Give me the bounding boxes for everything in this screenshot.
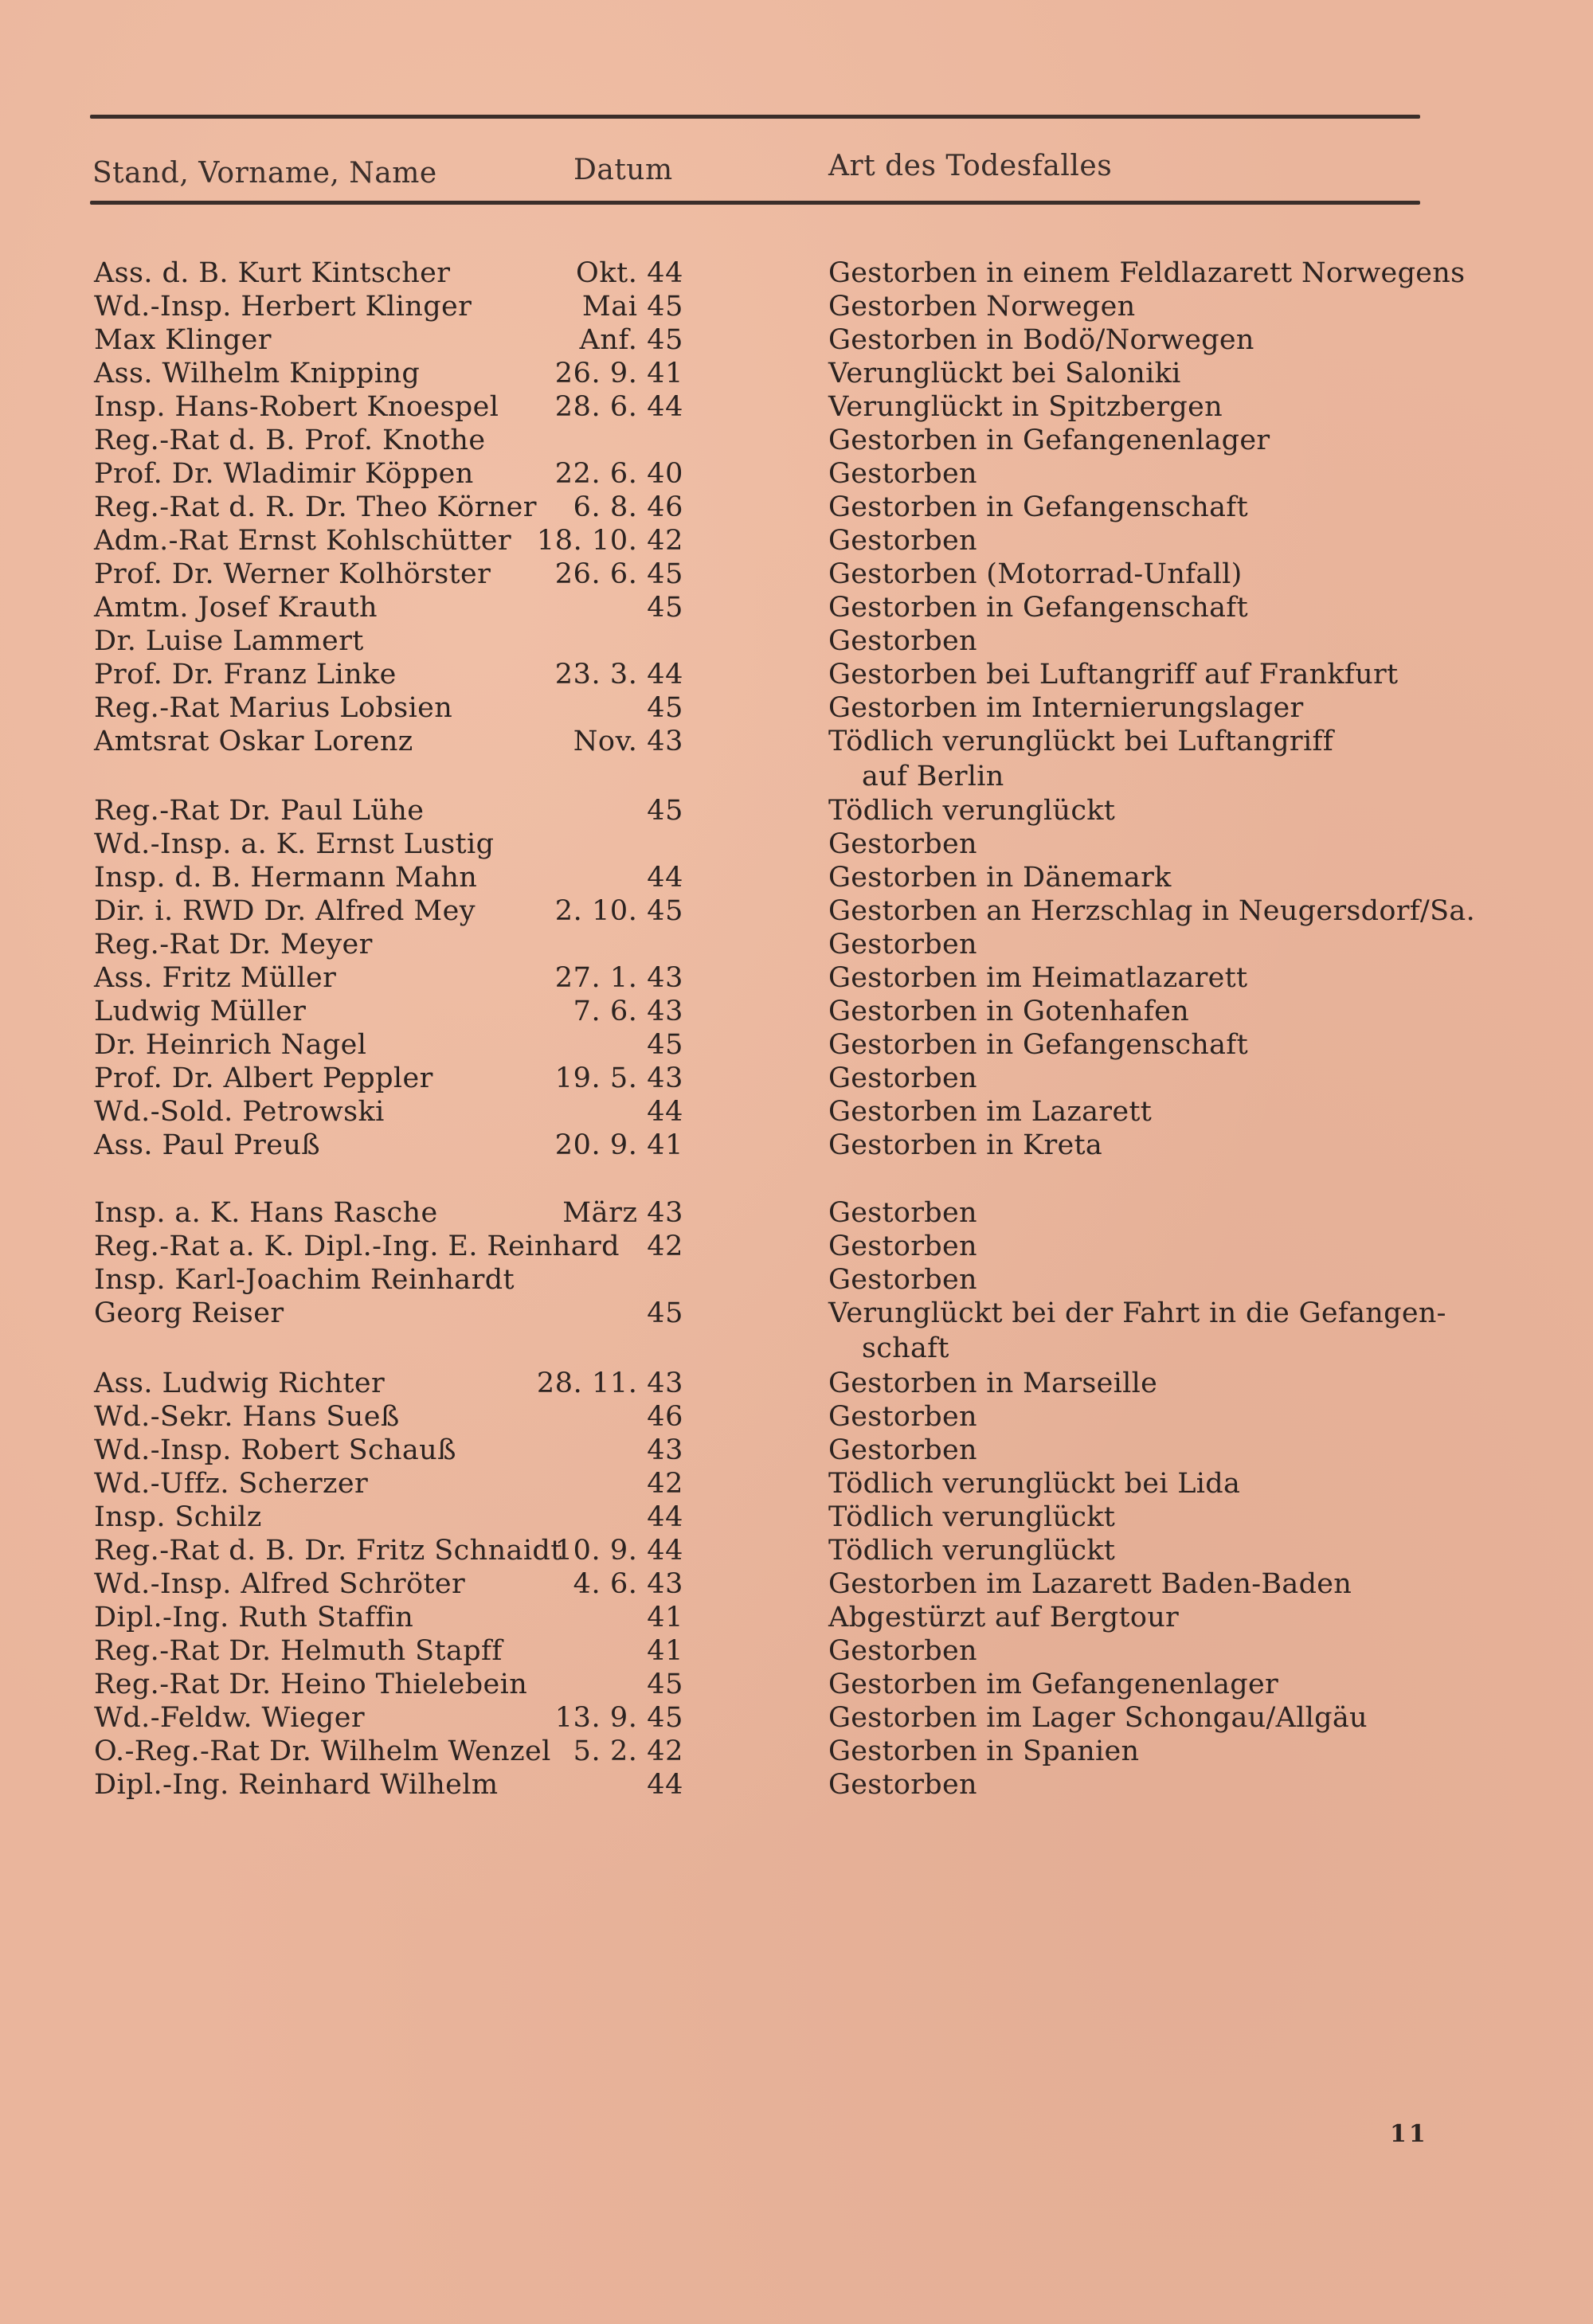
entry-name: Reg.-Rat Dr. Heino Thielebein	[94, 1669, 528, 1700]
entry-date: 46	[647, 1401, 683, 1433]
entry-name: Prof. Dr. Albert Peppler	[94, 1062, 433, 1094]
entry-date: 44	[647, 862, 683, 894]
entry-cause: Gestorben in Gefangenschaft	[828, 1029, 1248, 1061]
entry-date: März 43	[562, 1197, 683, 1229]
table-row	[0, 1567, 1593, 1601]
entry-name: Amtsrat Oskar Lorenz	[94, 726, 413, 757]
entry-name: Dr. Luise Lammert	[94, 625, 364, 657]
entry-date: 22. 6. 40	[554, 458, 683, 490]
entry-cause: Tödlich verunglückt	[828, 1535, 1116, 1567]
entry-name: Adm.-Rat Ernst Kohlschütter	[94, 525, 512, 557]
entry-date: 44	[647, 1501, 683, 1533]
entry-date: 45	[647, 592, 683, 624]
entry-cause: Gestorben im Lazarett	[828, 1096, 1153, 1128]
entry-name: Wd.-Sold. Petrowski	[94, 1096, 385, 1128]
entry-cause: Gestorben	[828, 1062, 977, 1094]
entry-name: Dr. Heinrich Nagel	[94, 1029, 367, 1061]
entry-name: Ass. Fritz Müller	[94, 962, 337, 994]
entry-date: Anf. 45	[579, 324, 683, 356]
entry-cause: Gestorben bei Luftangriff auf Frankfurt	[828, 659, 1399, 691]
entry-date: 45	[647, 1297, 683, 1329]
entry-name: Georg Reiser	[94, 1297, 284, 1329]
entry-date: 41	[647, 1602, 683, 1633]
table-row	[0, 1735, 1593, 1768]
table-row	[0, 491, 1593, 524]
entry-name: Wd.-Insp. Herbert Klinger	[94, 291, 472, 323]
entry-cause: Gestorben	[828, 929, 977, 961]
entry-date: 4. 6. 43	[573, 1568, 683, 1600]
entry-cause: Gestorben Norwegen	[828, 291, 1136, 323]
table-row	[0, 424, 1593, 457]
entry-date: 42	[647, 1468, 683, 1500]
header-name-column: Stand, Vorname, Name	[92, 157, 437, 190]
table-row	[0, 290, 1593, 323]
table-row	[0, 827, 1593, 861]
entry-name: Reg.-Rat a. K. Dipl.-Ing. E. Reinhard	[94, 1230, 620, 1262]
entry-cause: Verunglückt bei Saloniki	[828, 358, 1181, 389]
entry-name: Insp. Schilz	[94, 1501, 262, 1533]
entry-cause: Gestorben	[828, 1197, 977, 1229]
entry-date: Nov. 43	[573, 726, 683, 757]
entry-date: Mai 45	[581, 291, 683, 323]
entry-cause: Gestorben in einem Feldlazarett Norwegens	[828, 257, 1466, 289]
entry-name: Wd.-Sekr. Hans Sueß	[94, 1401, 400, 1433]
entry-date: 45	[647, 1029, 683, 1061]
entry-name: Ass. Ludwig Richter	[94, 1367, 386, 1399]
entry-date: 13. 9. 45	[554, 1702, 683, 1734]
table-row	[0, 1367, 1593, 1400]
entry-date: 23. 3. 44	[554, 659, 683, 691]
entry-name: Dipl.-Ing. Ruth Staffin	[94, 1602, 414, 1633]
entry-cause: Gestorben in Gefangenschaft	[828, 592, 1248, 624]
entry-name: Reg.-Rat d. B. Prof. Knothe	[94, 425, 486, 456]
entry-date: 28. 6. 44	[554, 391, 683, 423]
table-row	[0, 725, 1593, 792]
entry-date: 2. 10. 45	[554, 895, 683, 927]
entry-date: 5. 2. 42	[573, 1735, 683, 1767]
table-row	[0, 1434, 1593, 1467]
table-row	[0, 357, 1593, 390]
entry-name: Reg.-Rat d. R. Dr. Theo Körner	[94, 491, 537, 523]
entry-cause: Gestorben	[828, 625, 977, 657]
entry-cause: Gestorben	[828, 828, 977, 860]
entry-cause: Tödlich verunglückt bei Lida	[828, 1468, 1241, 1500]
table-row	[0, 624, 1593, 658]
entry-cause: Gestorben in Gefangenschaft	[828, 491, 1248, 523]
entry-name: Max Klinger	[94, 324, 272, 356]
entry-cause: Gestorben (Motorrad-Unfall)	[828, 558, 1243, 590]
entry-name: Amtm. Josef Krauth	[94, 592, 378, 624]
table-row	[0, 995, 1593, 1028]
table-row	[0, 961, 1593, 995]
table-row	[0, 1400, 1593, 1434]
table-row	[0, 558, 1593, 591]
entry-cause: Gestorben im Gefangenenlager	[828, 1669, 1279, 1700]
entry-name: Prof. Dr. Werner Kolhörster	[94, 558, 491, 590]
table-row	[0, 1701, 1593, 1735]
entry-date: 18. 10. 42	[536, 525, 683, 557]
entry-name: O.-Reg.-Rat Dr. Wilhelm Wenzel	[94, 1735, 551, 1767]
entry-cause: Gestorben im Lager Schongau/Allgäu	[828, 1702, 1368, 1734]
entry-date: 6. 8. 46	[573, 491, 683, 523]
entry-cause-continuation: schaft	[862, 1332, 949, 1364]
entry-cause: Tödlich verunglückt bei Luftangriff	[828, 726, 1333, 757]
table-row	[0, 1768, 1593, 1802]
entry-date: 26. 6. 45	[554, 558, 683, 590]
table-row	[0, 1668, 1593, 1701]
entry-name: Ludwig Müller	[94, 996, 307, 1027]
entry-name: Reg.-Rat Dr. Helmuth Stapff	[94, 1635, 503, 1667]
entry-cause: Gestorben	[828, 1230, 977, 1262]
table-row	[0, 1263, 1593, 1297]
entry-cause: Gestorben im Internierungslager	[828, 692, 1304, 724]
table-row	[0, 861, 1593, 894]
entry-date: 41	[647, 1635, 683, 1667]
entry-cause: Gestorben	[828, 1434, 977, 1466]
entry-name: Insp. Hans-Robert Knoespel	[94, 391, 499, 423]
table-row	[0, 591, 1593, 624]
entry-name: Dipl.-Ing. Reinhard Wilhelm	[94, 1769, 499, 1801]
entry-cause: Gestorben in Gotenhafen	[828, 996, 1190, 1027]
table-row	[0, 1129, 1593, 1162]
entry-name: Ass. Paul Preuß	[94, 1129, 321, 1161]
entry-name: Ass. Wilhelm Knipping	[94, 358, 421, 389]
entry-cause: Gestorben in Marseille	[828, 1367, 1158, 1399]
entry-cause: Gestorben in Bodö/Norwegen	[828, 324, 1254, 356]
entry-date: 44	[647, 1096, 683, 1128]
entry-name: Reg.-Rat Marius Lobsien	[94, 692, 453, 724]
entry-cause: Gestorben im Heimatlazarett	[828, 962, 1248, 994]
entry-cause-continuation: auf Berlin	[862, 761, 1004, 792]
entry-cause: Gestorben	[828, 1401, 977, 1433]
entry-date: 20. 9. 41	[554, 1129, 683, 1161]
entry-cause: Gestorben	[828, 525, 977, 557]
entry-date: 45	[647, 795, 683, 827]
entry-name: Ass. d. B. Kurt Kintscher	[94, 257, 451, 289]
entry-name: Wd.-Insp. Robert Schauß	[94, 1434, 456, 1466]
table-row	[0, 256, 1593, 290]
header-cause-column: Art des Todesfalles	[828, 150, 1113, 182]
entry-cause: Gestorben	[828, 1769, 977, 1801]
table-row	[0, 390, 1593, 424]
table-row	[0, 1534, 1593, 1567]
entry-date: Okt. 44	[576, 257, 683, 289]
entry-cause: Gestorben an Herzschlag in Neugersdorf/Sa.	[828, 895, 1475, 927]
entry-date: 45	[647, 692, 683, 724]
entry-cause: Tödlich verunglückt	[828, 1501, 1116, 1533]
entry-cause: Tödlich verunglückt	[828, 795, 1116, 827]
entry-cause: Verunglückt bei der Fahrt in die Gefangen-	[828, 1297, 1446, 1329]
table-row	[0, 1601, 1593, 1634]
entry-date: 27. 1. 43	[554, 962, 683, 994]
table-row	[0, 1634, 1593, 1668]
table-row	[0, 794, 1593, 827]
entry-cause: Gestorben in Spanien	[828, 1735, 1140, 1767]
table-row	[0, 1062, 1593, 1095]
entry-cause: Gestorben in Gefangenenlager	[828, 425, 1270, 456]
entry-name: Prof. Dr. Franz Linke	[94, 659, 397, 691]
entry-date: 28. 11. 43	[536, 1367, 683, 1399]
entry-date: 45	[647, 1669, 683, 1700]
table-row	[0, 524, 1593, 558]
entry-name: Reg.-Rat Dr. Meyer	[94, 929, 373, 961]
table-row	[0, 1467, 1593, 1500]
entry-cause: Verunglückt in Spitzbergen	[828, 391, 1223, 423]
table-row	[0, 658, 1593, 691]
table-row	[0, 1095, 1593, 1129]
entry-name: Insp. a. K. Hans Rasche	[94, 1197, 438, 1229]
entry-name: Prof. Dr. Wladimir Köppen	[94, 458, 474, 490]
entry-cause: Abgestürzt auf Bergtour	[828, 1602, 1180, 1633]
page-number: 11	[1390, 2120, 1428, 2148]
entry-name: Insp. d. B. Hermann Mahn	[94, 862, 478, 894]
entry-date: 44	[647, 1769, 683, 1801]
entry-cause: Gestorben	[828, 458, 977, 490]
header-date-column: Datum	[573, 154, 673, 186]
table-row	[0, 1297, 1593, 1364]
entry-date: 7. 6. 43	[573, 996, 683, 1027]
entry-name: Insp. Karl-Joachim Reinhardt	[94, 1264, 515, 1296]
table-row	[0, 928, 1593, 961]
entry-cause: Gestorben im Lazarett Baden-Baden	[828, 1568, 1352, 1600]
entry-cause: Gestorben	[828, 1264, 977, 1296]
entry-cause: Gestorben	[828, 1635, 977, 1667]
table-row	[0, 457, 1593, 491]
table-row	[0, 894, 1593, 928]
entry-date: 42	[647, 1230, 683, 1262]
entry-cause: Gestorben in Dänemark	[828, 862, 1172, 894]
table-row	[0, 1500, 1593, 1534]
entry-name: Dir. i. RWD Dr. Alfred Mey	[94, 895, 476, 927]
table-row	[0, 1196, 1593, 1230]
entry-name: Reg.-Rat d. B. Dr. Fritz Schnaidt	[94, 1535, 562, 1567]
entry-date: 43	[647, 1434, 683, 1466]
entry-name: Wd.-Insp. Alfred Schröter	[94, 1568, 466, 1600]
table-row	[0, 1028, 1593, 1062]
table-row	[0, 323, 1593, 357]
entry-date: 19. 5. 43	[554, 1062, 683, 1094]
entry-date: 10. 9. 44	[554, 1535, 683, 1567]
entry-name: Reg.-Rat Dr. Paul Lühe	[94, 795, 425, 827]
entry-name: Wd.-Uffz. Scherzer	[94, 1468, 369, 1500]
entry-name: Wd.-Feldw. Wieger	[94, 1702, 365, 1734]
entry-name: Wd.-Insp. a. K. Ernst Lustig	[94, 828, 495, 860]
entry-date: 26. 9. 41	[554, 358, 683, 389]
table-row	[0, 691, 1593, 725]
entry-cause: Gestorben in Kreta	[828, 1129, 1103, 1161]
table-row	[0, 1230, 1593, 1263]
